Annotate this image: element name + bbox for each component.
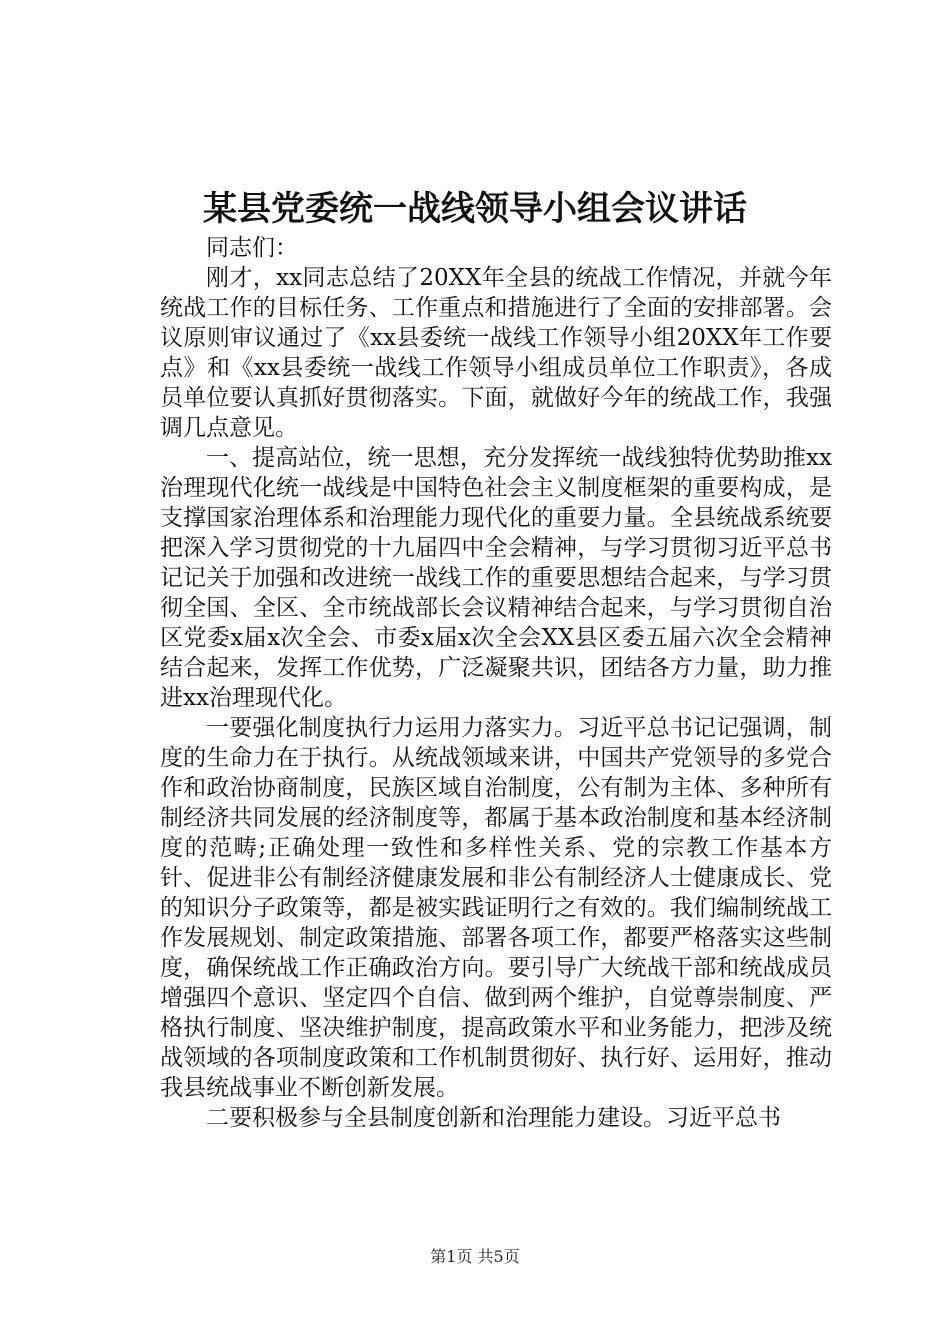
document-body <box>160 233 832 1133</box>
paragraph-intro: 刚才，xx同志总结了20XX年全县的统战工作情况，并就今年统战工作的目标任务、工作重点和措施进行了全面的安排部署。会议原则审议通过了《xx县委统一战线工作领导小组20XX年工作要点》和《xx县委统一战线工作领导小组成员单位工作职责》，各成员单位要认真抓好贯彻落实。下面，就做好今年的统战工作，我强调几点意见。 <box>160 265 832 441</box>
paragraph-salutation: 同志们： <box>206 235 298 261</box>
paragraph-point-one: 一要强化制度执行力运用力落实力。习近平总书记记强调，制度的生命力在于执行。从统战领域来讲，中国共产党领导的多党合作和政治协商制度，民族区域自治制度，公有制为主体、多种所有制经济共同发展的经济制度等，都属于基本政治制度和基本经济制度的范畴;正确处理一致性和多样性关系、党的宗教工作基本方针、促进非公有制经济健康发展和非公有制经济人士健康成长、党的知识分子政策等，都是被实践证明行之有效的。我们编制统战工作发展规划、制定政策措施、部署各项工作，都要严格落实这些制度，确保统战工作正确政治方向。要引导广大统战干部和统战成员增强四个意识、坚定四个自信、做到两个维护，自觉尊崇制度、严格执行制度、坚决维护制度，提高政策水平和业务能力，把涉及统战领域的各项制度政策和工作机制贯彻好、执行好、运用好，推动我县统战事业不断创新发展。 <box>160 715 832 1101</box>
paragraph-point-two: 二要积极参与全县制度创新和治理能力建设。习近平总书 <box>206 1105 781 1131</box>
document-title: 某县党委统一战线领导小组会议讲话 <box>203 189 747 229</box>
page-footer: 第1页 共5页 <box>430 1247 520 1266</box>
paragraph-section-one: 一、提高站位，统一思想，充分发挥统一战线独特优势助推xx治理现代化统一战线是中国特色社会主义制度框架的重要构成，是支撑国家治理体系和治理能力现代化的重要力量。全县统战系统要把深入学习贯彻党的十九届四中全会精神，与学习贯彻习近平总书记记关于加强和改进统一战线工作的重要思想结合起来，与学习贯彻全国、全区、全市统战部长会议精神结合起来，与学习贯彻自治区党委x届x次全会、市委x届x次全会XX县区委五届六次全会精神结合起来，发挥工作优势，广泛凝聚共识，团结各方力量，助力推进xx治理现代化。 <box>160 445 832 711</box>
